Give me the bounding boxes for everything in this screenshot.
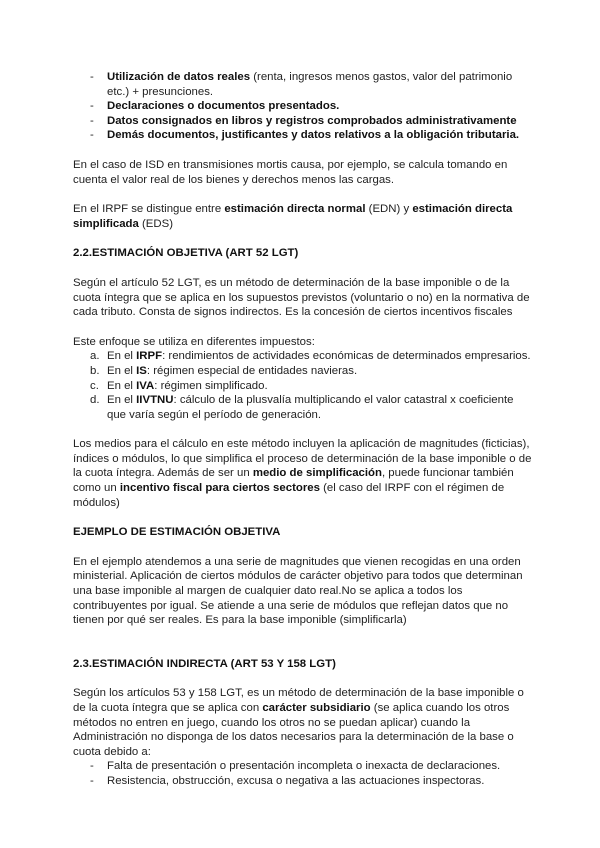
heading-estimacion-indirecta: 2.3.ESTIMACIÓN INDIRECTA (ART 53 Y 158 LGT) (73, 657, 336, 670)
paragraph-art52: Según el artículo 52 LGT, es un método de determinación de la base imponible o de la cuota íntegra que se aplica en los supuestos previstos (voluntario o no) en la normativa de cada tributo. Consta de signos indirectos. Es la concesión de ciertos incentivos fiscales (73, 276, 530, 319)
list-item: a. En el IRPF: rendimientos de actividades económicas de determinados empresarios. (90, 350, 531, 363)
list-item-bold: Demás documentos, justificantes y datos relativos a la obligación tributaria. (107, 129, 520, 142)
top-bullet-list (73, 70, 533, 143)
paragraph-art53: Según los artículos 53 y 158 LGT, es un método de determinación de la base imponible o de la cuota íntegra que se aplica con carácter subsidiario (se aplica cuando los otros métodos no entren en juego, cuando los otros no se puedan aplicar) cuando la Administración no disponga de los datos necesarios para la determinación de la base o cuota debido a: (73, 687, 524, 758)
list-item-text: (renta, ingresos menos gastos, valor del patrimonio etc.) + presunciones. (107, 71, 513, 98)
list-item: - Falta de presentación o presentación incompleta o inexacta de declaraciones. (73, 759, 533, 774)
list-item-bold: Declaraciones o documentos presentados. (107, 100, 340, 113)
list-item: b. En el IS: régimen especial de entidades navieras. (90, 364, 358, 377)
paragraph-irpf: En el IRPF se distingue entre estimación directa normal (EDN) y estimación directa simplificada (EDS) (73, 203, 513, 230)
paragraph-ejemplo: En el ejemplo atendemos a una serie de magnitudes que vienen recogidas en una orden ministerial. Aplicación de ciertos módulos de carácter objetivo para todos que determinan una base imponible al margen de cualquier dato real.No se aplica a todos los contribuyentes por igual. Se atiende a una serie de módulos que reflejan datos que no tienen por qué ser reales. Es para la base imponible (simplificarla) (73, 555, 523, 627)
list-item: d. En el IIVTNU: cálculo de la plusvalía multiplicando el valor catastral x coeficiente que varía según el período de generación. (90, 394, 514, 421)
list-item (73, 70, 533, 99)
list-item-bold: Datos consignados en libros y registros comprobados administrativamente (107, 114, 517, 127)
list-item-bold: Utilización de datos reales (107, 71, 251, 83)
list-item: c. En el IVA: régimen simplificado. (90, 379, 268, 392)
bottom-bullet-list (73, 759, 533, 788)
list-item: - Resistencia, obstrucción, excusa o negativa a las actuaciones inspectoras. (73, 774, 533, 789)
paragraph-enfoque: Este enfoque se utiliza en diferentes impuestos: (73, 335, 315, 348)
list-item (73, 99, 533, 114)
paragraph-isd: En el caso de ISD en transmisiones mortis causa, por ejemplo, se calcula tomando en cuenta el valor real de los bienes y derechos menos las cargas. (73, 158, 508, 186)
heading-estimacion-objetiva: 2.2.ESTIMACIÓN OBJETIVA (ART 52 LGT) (73, 247, 299, 260)
heading-ejemplo: EJEMPLO DE ESTIMACIÓN OBJETIVA (73, 526, 281, 539)
document-page (73, 70, 533, 789)
list-item (73, 128, 533, 143)
paragraph-medios: Los medios para el cálculo en este método incluyen la aplicación de magnitudes (ficticias), índices o módulos, lo que simplifica el proceso de determinación de la base imponible o de la cuota íntegra. Además de ser un medio de simplificación, puede funcionar también como un incentivo fiscal para ciertos sectores (el caso del IRPF con el régimen de módulos) (73, 438, 532, 509)
list-item (73, 114, 533, 129)
tax-list (73, 349, 533, 422)
